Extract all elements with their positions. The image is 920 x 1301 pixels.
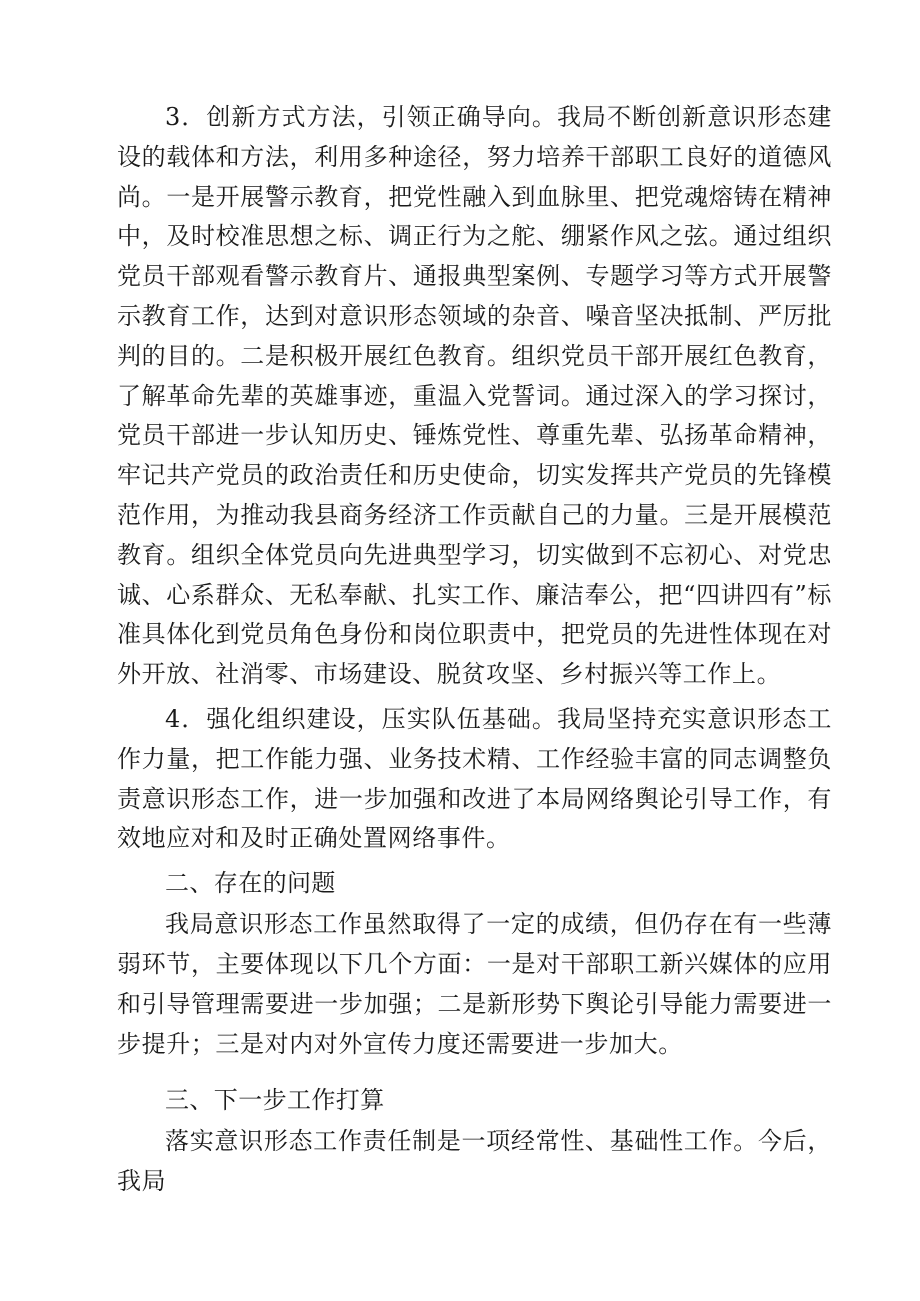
paragraph-problems: 我局意识形态工作虽然取得了一定的成绩，但仍存在有一些薄弱环节，主要体现以下几个方面：一是对干部职工新兴媒体的应用和引导管理需要进一步加强；二是新形势下舆论引导能力需要进一步提升；三是对内对外宣传力度还需要进一步加大。 — [117, 910, 832, 1058]
heading-next-steps: 三、下一步工作打算 — [165, 1086, 385, 1115]
document-page — [117, 98, 832, 1202]
heading-existing-problems: 二、存在的问题 — [165, 869, 336, 898]
paragraph-section-3: 3．创新方式方法，引领正确导向。我局不断创新意识形态建设的载体和方法，利用多种途径，努力培养干部职工良好的道德风尚。一是开展警示教育，把党性融入到血脉里、把党魂熔铸在精神中，及时校准思想之标、调正行为之舵、绷紧作风之弦。通过组织党员干部观看警示教育片、通报典型案例、专题学习等方式开展警示教育工作，达到对意识形态领域的杂音、噪音坚决抵制、严厉批判的目的。二是积极开展红色教育。组织党员干部开展红色教育，了解革命先辈的英雄事迹，重温入党誓词。通过深入的学习探讨，党员干部进一步认知历史、锤炼党性、尊重先辈、弘扬革命精神，牢记共产党员的政治责任和历史使命，切实发挥共产党员的先锋模范作用，为推动我县商务经济工作贡献自己的力量。三是开展模范教育。组织全体党员向先进典型学习，切实做到不忘初心、对党忠诚、心系群众、无私奉献、扎实工作、廉洁奉公，把“四讲四有”标准具体化到党员角色身份和岗位职责中，把党员的先进性体现在对外开放、社消零、市场建设、脱贫攻坚、乡村振兴等工作上。 — [117, 103, 832, 689]
paragraph-gap — [117, 1064, 832, 1076]
paragraph-section-4: 4．强化组织建设，压实队伍基础。我局坚持充实意识形态工作力量，把工作能力强、业务技术精、工作经验丰富的同志调整负责意识形态工作，进一步加强和改进了本局网络舆论引导工作，有效地应对和及时正确处置网络事件。 — [117, 704, 832, 853]
paragraph-next-steps: 落实意识形态工作责任制是一项经常性、基础性工作。今后，我局 — [117, 1127, 832, 1196]
